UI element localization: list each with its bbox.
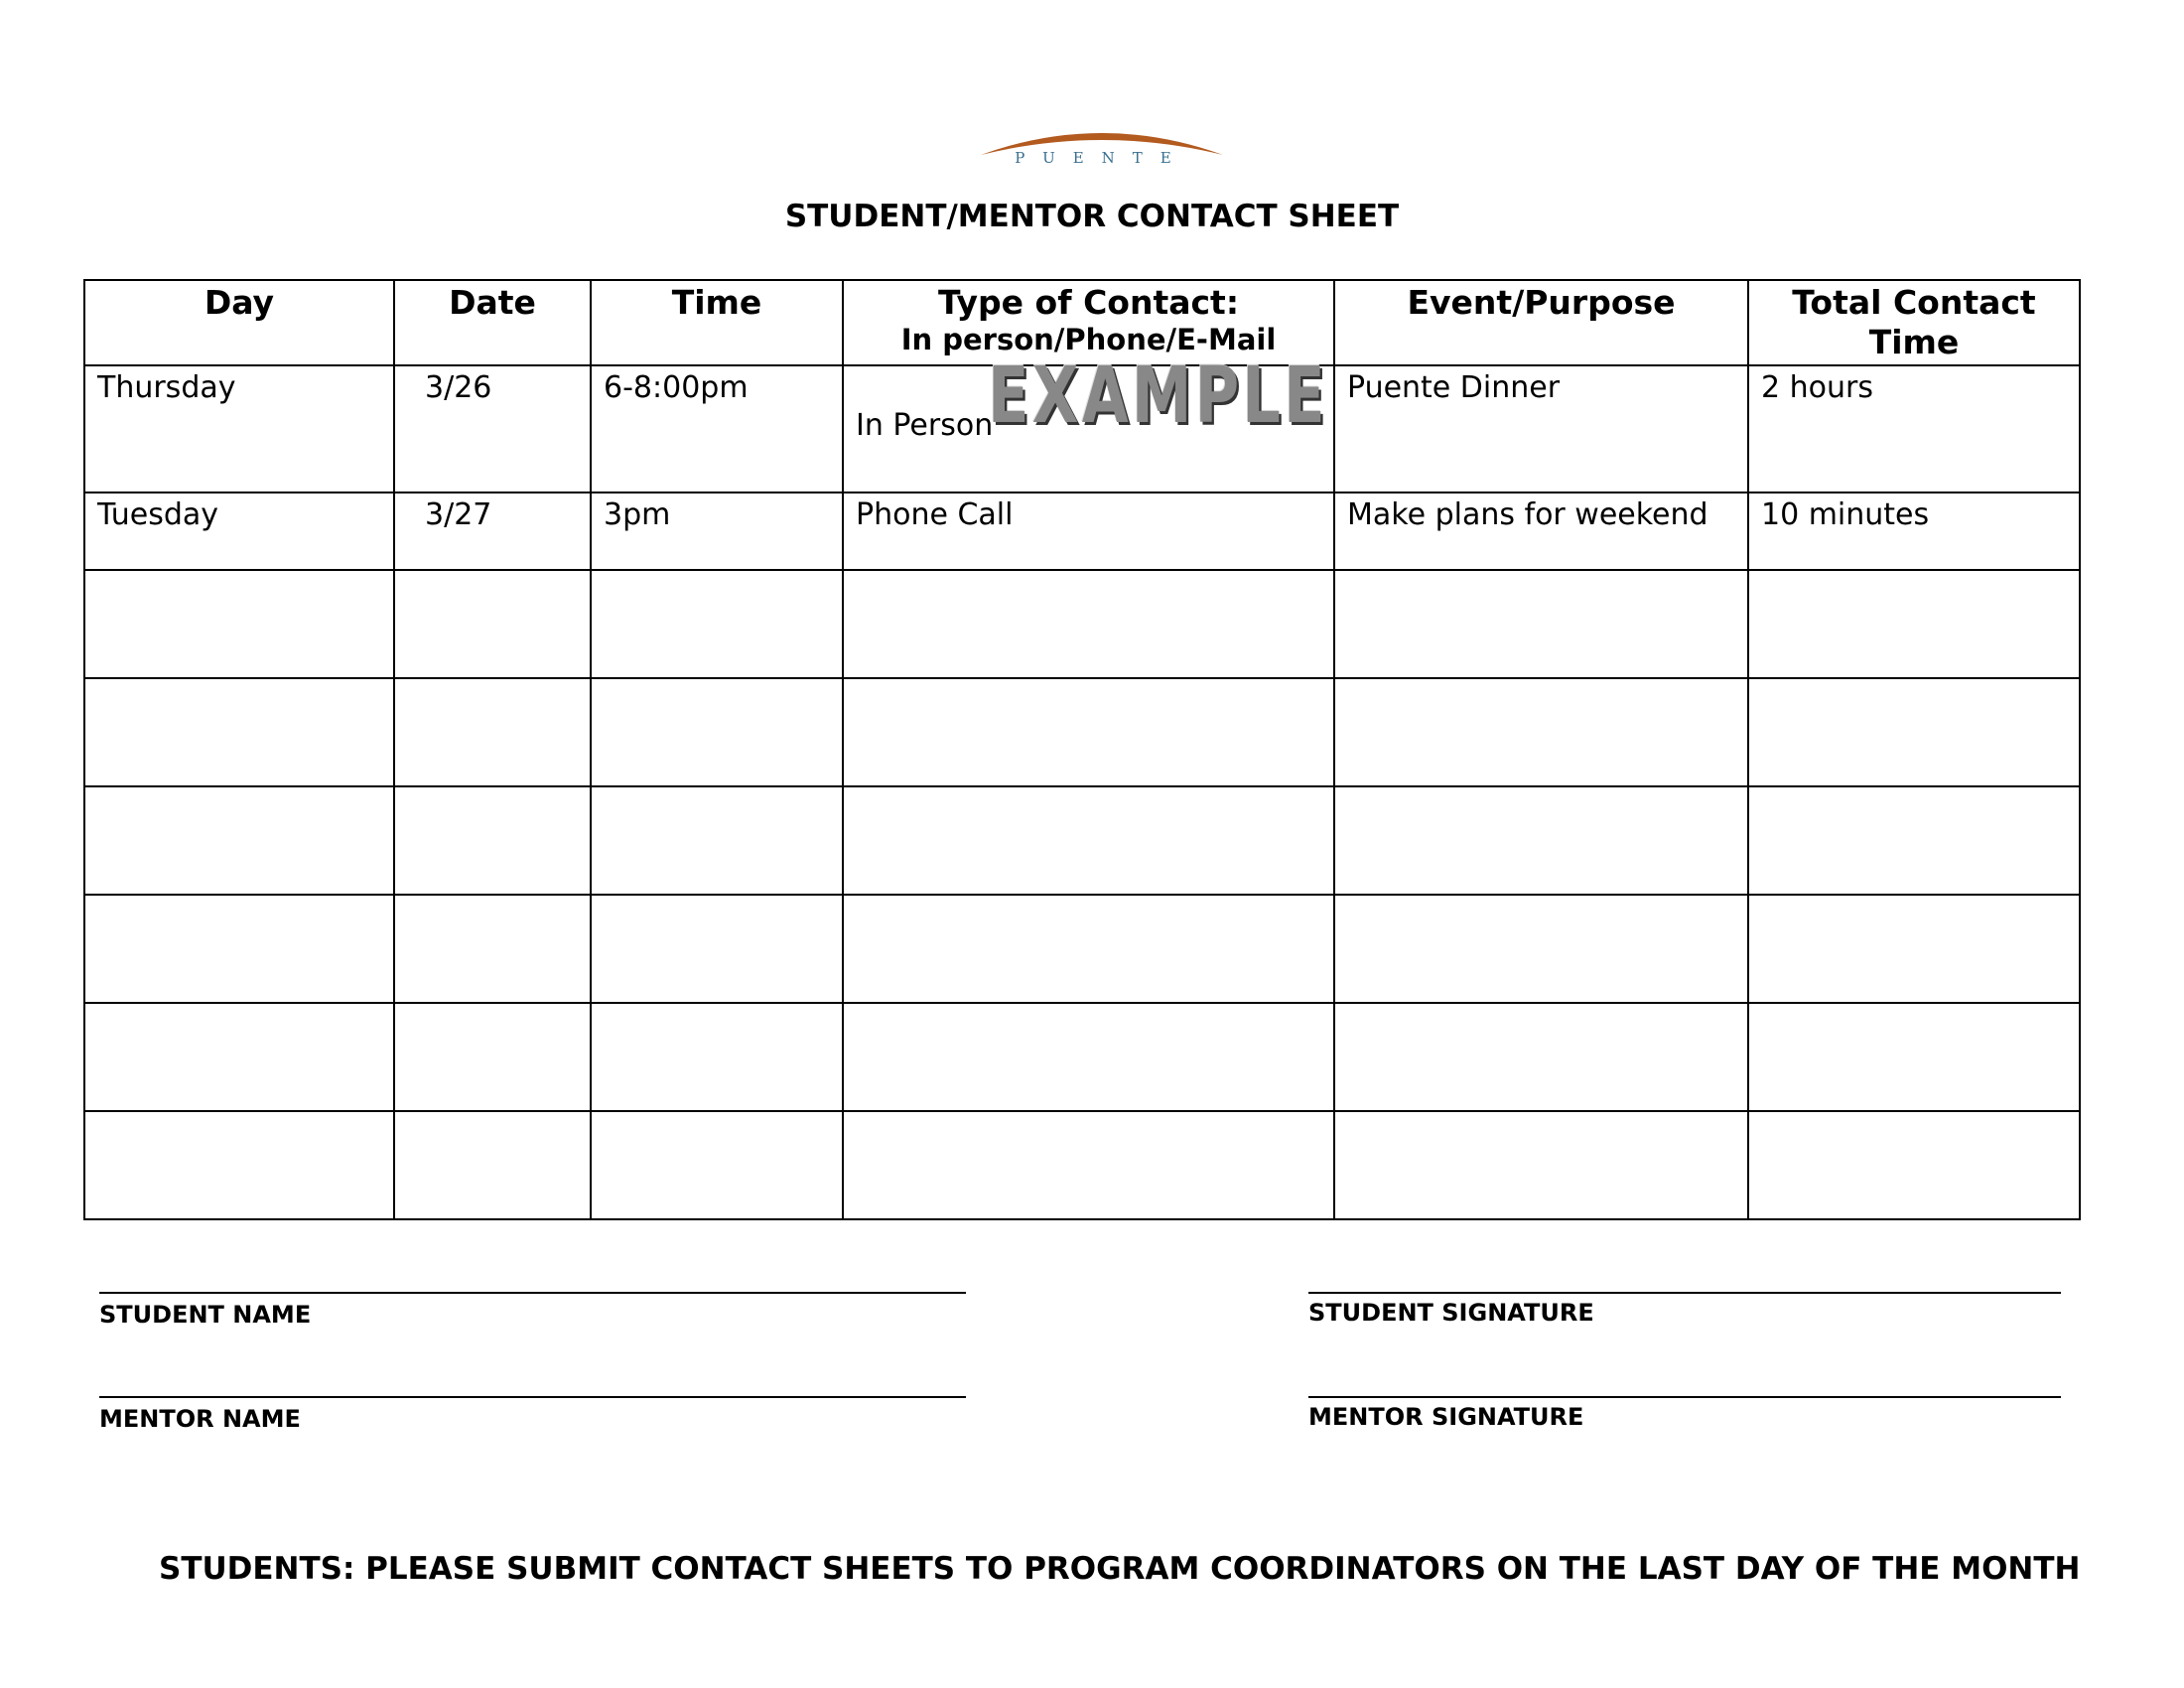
cell-type[interactable] xyxy=(843,352,1334,492)
cell-time[interactable] xyxy=(591,895,843,1003)
mentor-name-line[interactable] xyxy=(99,1396,966,1398)
table-row-empty xyxy=(84,786,2080,895)
cell-day[interactable] xyxy=(84,786,394,895)
cell-day[interactable] xyxy=(84,570,394,678)
table-row-empty xyxy=(84,678,2080,786)
student-signature-label: STUDENT SIGNATURE xyxy=(1308,1299,1594,1327)
cell-event[interactable] xyxy=(1334,678,1748,786)
mentor-signature-label: MENTOR SIGNATURE xyxy=(1308,1403,1584,1431)
cell-type[interactable] xyxy=(843,786,1334,895)
header-total: Total Contact Time xyxy=(1748,280,2080,365)
cell-total[interactable] xyxy=(1748,1111,2080,1219)
mentor-signature-line[interactable] xyxy=(1308,1396,2061,1398)
cell-date[interactable]: 3/27 xyxy=(394,492,591,570)
cell-time[interactable] xyxy=(591,570,843,678)
cell-type[interactable] xyxy=(843,678,1334,786)
student-name-line[interactable] xyxy=(99,1292,966,1294)
table-row-empty xyxy=(84,1003,2080,1111)
cell-time[interactable] xyxy=(591,1003,843,1111)
cell-date[interactable] xyxy=(394,1111,591,1219)
cell-type[interactable] xyxy=(843,1003,1334,1111)
cell-day[interactable] xyxy=(84,1111,394,1219)
cell-event[interactable] xyxy=(1334,895,1748,1003)
cell-time[interactable] xyxy=(591,678,843,786)
cell-type[interactable] xyxy=(843,895,1334,1003)
cell-date[interactable] xyxy=(394,1003,591,1111)
cell-total[interactable] xyxy=(1748,786,2080,895)
cell-day[interactable] xyxy=(84,895,394,1003)
cell-total[interactable] xyxy=(1748,570,2080,678)
student-signature-line[interactable] xyxy=(1308,1292,2061,1294)
cell-date[interactable] xyxy=(394,570,591,678)
cell-date[interactable] xyxy=(394,786,591,895)
cell-total[interactable] xyxy=(1748,895,2080,1003)
header-type-sub: In person/Phone/E-Mail xyxy=(900,323,1277,356)
cell-event[interactable] xyxy=(1334,1003,1748,1111)
cell-event[interactable] xyxy=(1334,1111,1748,1219)
table-row xyxy=(84,492,2080,570)
cell-day[interactable] xyxy=(84,678,394,786)
cell-time[interactable] xyxy=(591,786,843,895)
submission-notice: STUDENTS: PLEASE SUBMIT CONTACT SHEETS TO PROGRAM COORDINATORS ON THE LAST DAY OF THE MONTH xyxy=(159,1551,2081,1587)
example-watermark: EXAMPLE xyxy=(988,352,1328,441)
cell-total[interactable]: 2 hours xyxy=(1748,365,2080,492)
cell-date[interactable] xyxy=(394,895,591,1003)
puente-logo xyxy=(973,117,1231,167)
cell-time[interactable]: 6-8:00pm xyxy=(591,365,843,492)
cell-time[interactable] xyxy=(591,1111,843,1219)
table-row-empty xyxy=(84,895,2080,1003)
cell-date[interactable]: 3/26 xyxy=(394,365,591,492)
cell-type[interactable]: Phone Call xyxy=(843,492,1334,570)
table-row-empty xyxy=(84,1111,2080,1219)
cell-total[interactable]: 10 minutes xyxy=(1748,492,2080,570)
cell-event[interactable] xyxy=(1334,570,1748,678)
table-row xyxy=(84,365,2080,492)
cell-day[interactable] xyxy=(84,1003,394,1111)
cell-event[interactable]: Puente Dinner xyxy=(1334,365,1748,492)
table-row-empty xyxy=(84,570,2080,678)
cell-type[interactable] xyxy=(843,1111,1334,1219)
cell-day[interactable]: Thursday xyxy=(84,365,394,492)
logo-text: PUENTE xyxy=(1015,149,1189,167)
header-day: Day xyxy=(84,280,394,365)
cell-type-value: In Person xyxy=(856,408,994,443)
cell-day[interactable]: Tuesday xyxy=(84,492,394,570)
cell-event[interactable]: Make plans for weekend xyxy=(1334,492,1748,570)
header-time: Time xyxy=(591,280,843,365)
cell-total[interactable] xyxy=(1748,1003,2080,1111)
mentor-name-label: MENTOR NAME xyxy=(99,1405,301,1433)
cell-type[interactable] xyxy=(843,570,1334,678)
cell-event[interactable] xyxy=(1334,786,1748,895)
header-date: Date xyxy=(394,280,591,365)
cell-date[interactable] xyxy=(394,678,591,786)
page-title: STUDENT/MENTOR CONTACT SHEET xyxy=(784,199,1400,234)
header-event: Event/Purpose xyxy=(1334,280,1748,365)
student-name-label: STUDENT NAME xyxy=(99,1301,312,1329)
contact-table xyxy=(83,279,2081,1220)
cell-time[interactable]: 3pm xyxy=(591,492,843,570)
cell-total[interactable] xyxy=(1748,678,2080,786)
header-type-label: Type of Contact: xyxy=(937,283,1240,322)
